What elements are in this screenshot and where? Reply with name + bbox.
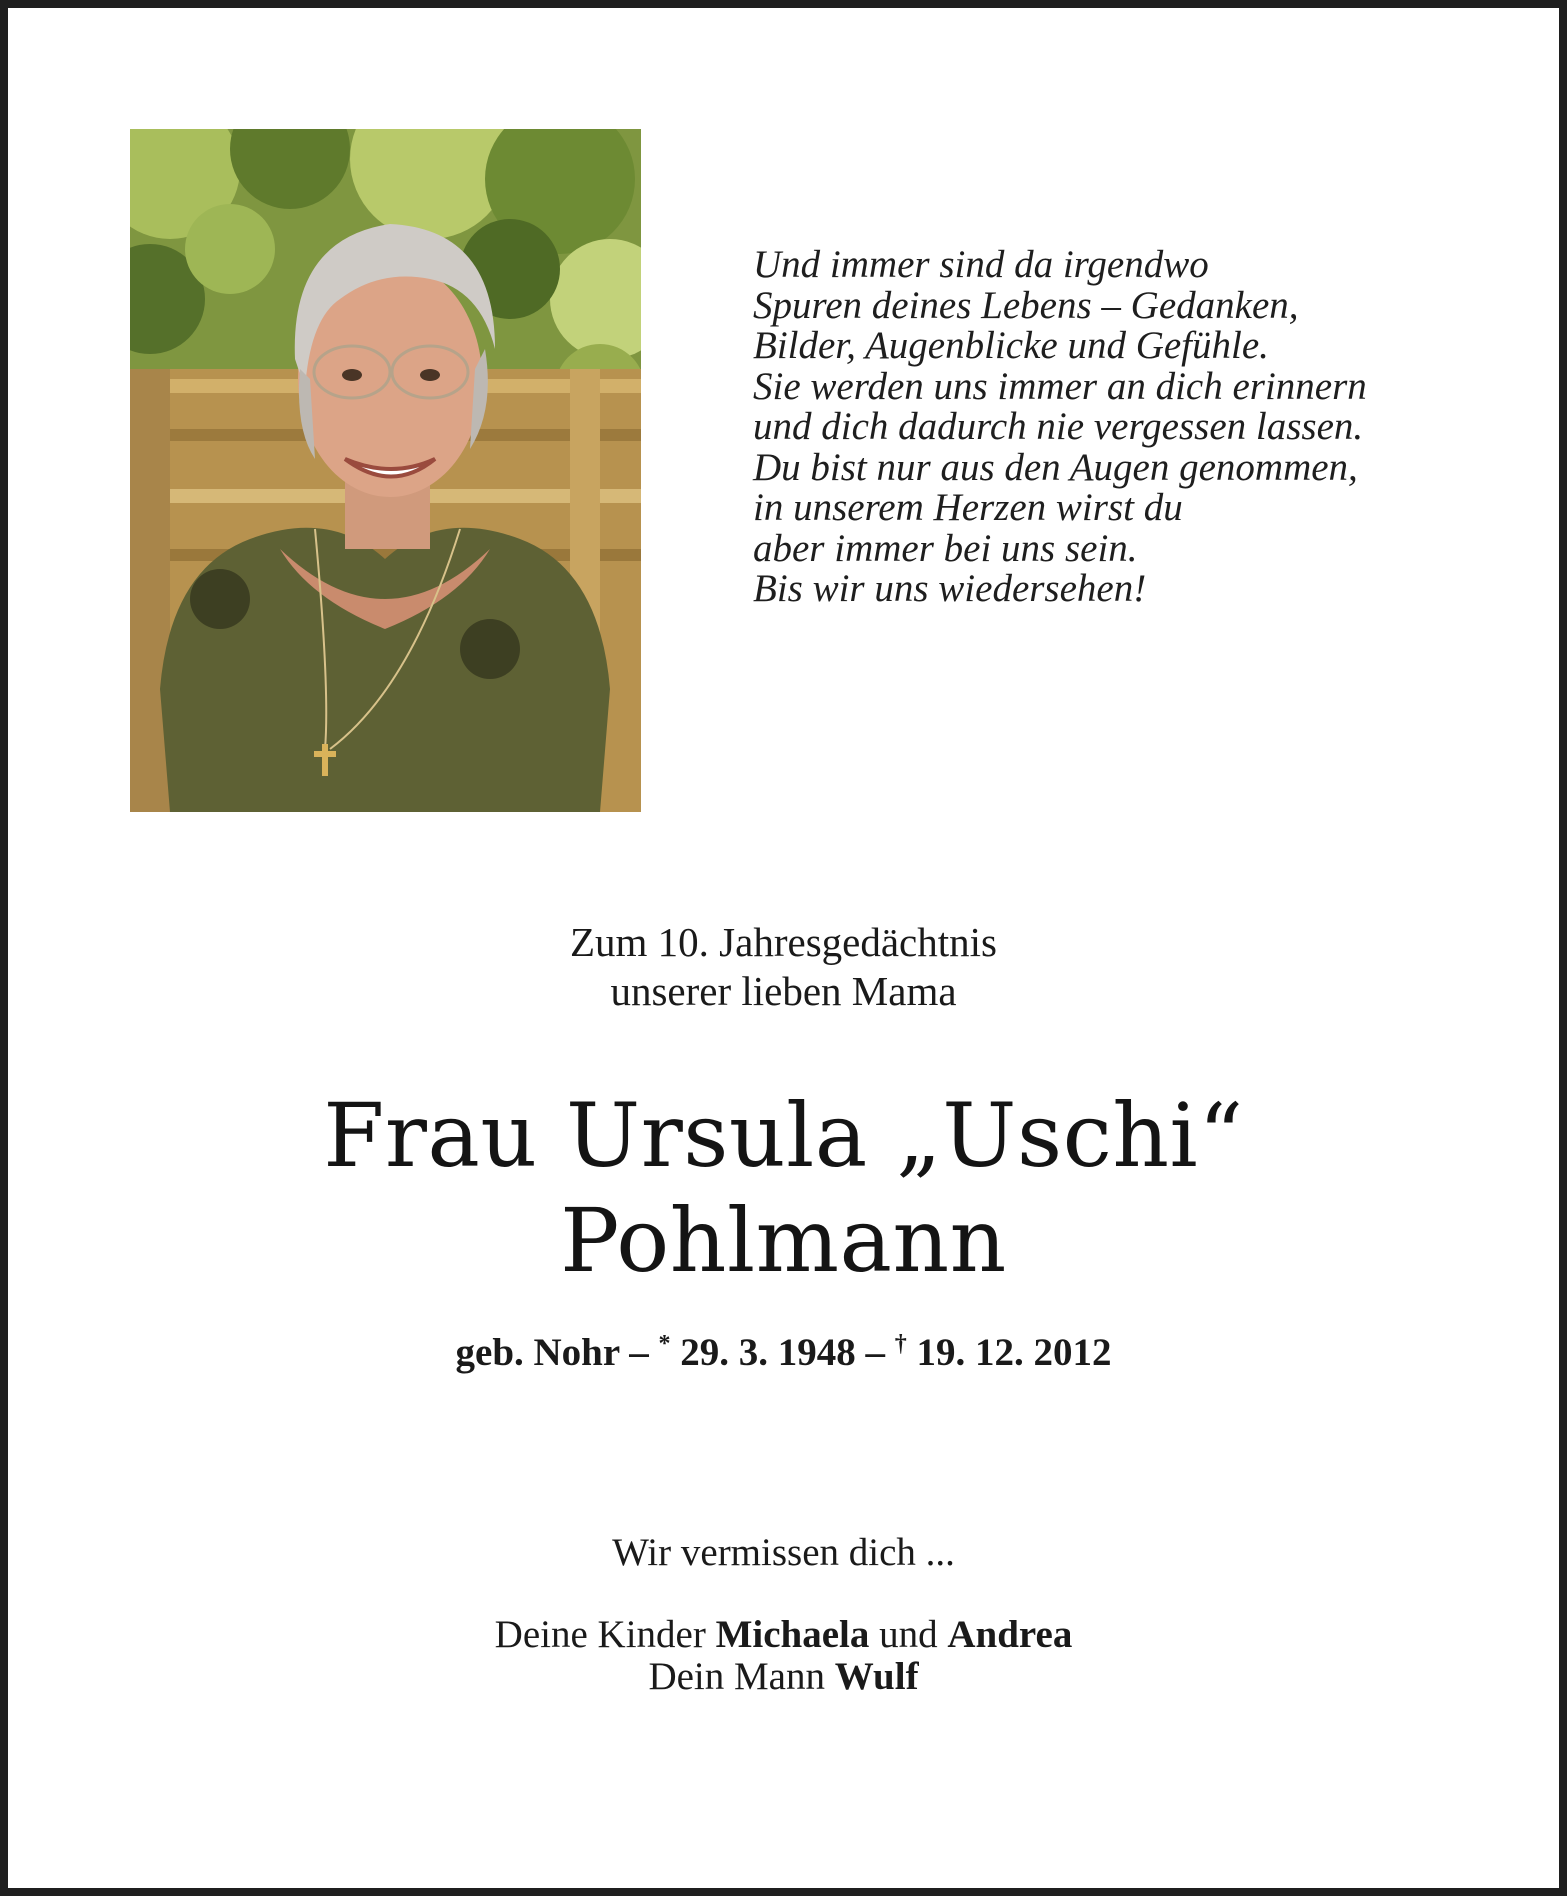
husband-prefix: Dein Mann <box>648 1655 835 1698</box>
obituary-notice <box>8 8 1559 1888</box>
intro-line: unserer lieben Mama <box>610 968 957 1014</box>
poem-line: Bis wir uns wiedersehen! <box>753 567 1147 610</box>
death-symbol: † <box>894 1331 907 1357</box>
name-line: Pohlmann <box>560 1189 1007 1292</box>
maiden-name: geb. Nohr – <box>455 1331 659 1374</box>
poem-line: Du bist nur aus den Augen genommen, <box>753 445 1358 489</box>
birth-date: 29. 3. 1948 – <box>670 1331 895 1374</box>
memorial-intro <box>8 918 1559 1016</box>
signature-block <box>8 1614 1559 1698</box>
poem-line: aber immer bei uns sein. <box>753 526 1138 570</box>
child-name: Andrea <box>947 1613 1073 1656</box>
poem-line: und dich dadurch nie vergessen lassen. <box>753 405 1364 448</box>
child-name: Michaela <box>715 1613 870 1656</box>
children-line <box>8 1614 1559 1656</box>
death-date: 19. 12. 2012 <box>906 1331 1112 1374</box>
deceased-name <box>8 1083 1559 1293</box>
poem-line: Sie werden uns immer an dich erinnern <box>753 364 1367 408</box>
portrait-photo <box>130 129 641 812</box>
life-dates <box>8 1321 1559 1376</box>
poem-line: Und immer sind da irgendwo <box>753 243 1209 286</box>
name-line: Frau Ursula „Uschi“ <box>323 1084 1244 1187</box>
poem-line: in unserem Herzen wirst du <box>753 486 1183 529</box>
husband-line <box>8 1656 1559 1698</box>
birth-symbol: * <box>658 1331 671 1357</box>
memorial-poem <box>753 245 1473 610</box>
and-word: und <box>869 1613 948 1656</box>
children-prefix: Deine Kinder <box>494 1613 716 1656</box>
husband-name: Wulf <box>834 1655 919 1698</box>
closing-text: Wir vermissen dich ... <box>612 1531 955 1574</box>
intro-line: Zum 10. Jahresgedächtnis <box>570 919 997 965</box>
poem-line: Spuren deines Lebens – Gedanken, <box>753 283 1299 327</box>
portrait-illustration <box>130 129 641 812</box>
poem-line: Bilder, Augenblicke und Gefühle. <box>753 324 1269 367</box>
